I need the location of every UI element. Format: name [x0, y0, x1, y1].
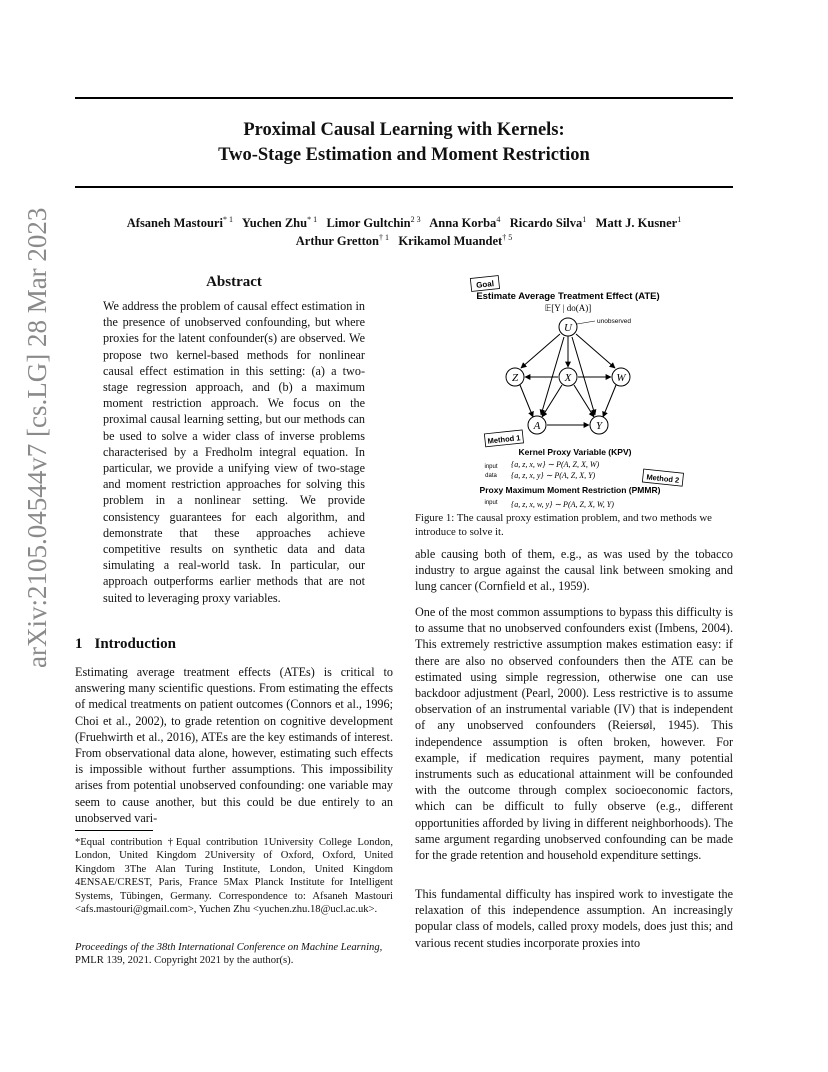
right-paragraph-1: able causing both of them, e.g., as was used by the tobacco industry to argue against the causal link between smoking and lung cancer (Cornfield et al., 1959). — [415, 547, 733, 594]
footnote-affiliations: *Equal contribution †Equal contribution 1University College London, London, United Kingdom 2University of Oxford, Oxford, United Kingdom 3The Alan Turing Institute, London, United Kingdom 4ENSAE/CREST, Paris, France 5Max Planck Institute for Intelligent Systems, Tübingen, Germany. Correspondence to: Afsaneh Mastouri <afs.mastouri@gmail.com>, Yuchen Zhu <yuchen.zhu.18@ucl.ac.uk>. — [75, 837, 393, 916]
section-title: Introduction — [94, 636, 176, 652]
author: Limor Gultchin — [326, 216, 411, 231]
node-x-label: X — [564, 372, 572, 384]
goal-formula: 𝔼[Y | do(A)] — [544, 303, 592, 313]
figure-1 — [415, 272, 733, 509]
node-y-label: Y — [595, 420, 603, 432]
pmmr-line: {a, z, x, w, y} ∼ P(A, Z, X, W, Y) — [511, 500, 614, 509]
authors-line1 — [75, 215, 733, 231]
unobserved-pointer — [577, 321, 595, 324]
author-affiliation: * 1 — [307, 215, 318, 224]
goal-tag-label: Goal — [475, 279, 495, 290]
author: Yuchen Zhu — [241, 216, 308, 231]
node-z-label: Z — [511, 372, 519, 384]
author: Ricardo Silva — [509, 216, 583, 231]
method2-tag-label: Method 2 — [645, 472, 680, 485]
paper-title-line1: Proximal Causal Learning with Kernels: — [243, 120, 565, 140]
author-affiliation: † 1 — [379, 233, 389, 242]
author: Anna Korba — [429, 216, 497, 231]
intro-paragraph-1: Estimating average treatment effects (ATEs) is critical to answering many scientific questions. From estimating the effects of medical treatments on patient outcomes (Connors et al., 1996; Choi et al., 2002), to grade retention on cognitive development (Fruehwirth et al., 2016), ATEs are the key estimands of interest. From observational data alone, however, estimating such effects is impossible without further assumptions. This impossibility arises from potential unobserved confounding: one variable may seem to cause another, but this could be due entirely to an unobserved vari- — [75, 665, 393, 825]
author-affiliation: 1 — [582, 215, 587, 224]
proceedings-copyright: PMLR 139, 2021. Copyright 2021 by the author(s). — [75, 955, 294, 967]
arxiv-identifier: arXiv:2105.04544v7 [cs.LG] 28 Mar 2023 — [22, 207, 52, 668]
kpv-data-label: data — [485, 473, 497, 479]
author: Krikamol Muandet — [398, 234, 503, 249]
paper-title-line2: Two-Stage Estimation and Moment Restriction — [218, 145, 590, 165]
unobserved-label: unobserved — [597, 318, 631, 325]
author-affiliation: 1 — [677, 215, 682, 224]
proceedings-venue: Proceedings of the 38th International Conference on Machine Learning, — [75, 942, 383, 953]
proceedings-note — [75, 941, 393, 968]
authors-line2 — [75, 233, 733, 249]
node-u-label: U — [564, 322, 572, 334]
kpv-line1: {a, z, x, w} ∼ P(A, Z, X, W) — [511, 460, 600, 469]
node-a-label: A — [533, 420, 541, 432]
method1-tag — [484, 430, 523, 447]
section-heading-introduction — [75, 636, 176, 653]
goal-title: Estimate Average Treatment Effect (ATE) — [476, 291, 660, 302]
right-paragraph-2: One of the most common assumptions to bypass this difficulty is to assume that no unobserved confounders exist (Imbens, 2004). This extremely restrictive assumption makes estimation easy: if there are also no observed confounders then the ATE can be estimated using simple regression, otherwise one can use backdoor adjustment (Pearl, 2000). Less restrictive is to assume observation of an instrumental variable (IV) that is independent of any unobserved confounders (Reiersøl, 1945). This independence assumption is often broken, however. For example, if medication requires payment, many potential instruments such as educational attainment will be confounded with the outcome through complex socioeconomic factors, which can be difficult to fully observe (e.g., different opportunities afforded by living in different neighborhoods). The same argument regarding unobserved confounding can be made for the grade retention and household expenditure settings. — [415, 605, 733, 863]
author-affiliation: 2 3 — [410, 215, 421, 224]
right-paragraph-3: This fundamental difficulty has inspired work to investigate the relaxation of this independence assumption. An increasingly popular class of models, called proxy models, does just this; and various recent studies incorporate proxies into — [415, 887, 733, 950]
causal-diagram — [415, 272, 733, 509]
author: Arthur Gretton — [295, 234, 379, 249]
section-number: 1 — [75, 636, 83, 652]
goal-tag — [470, 276, 499, 292]
kpv-title: Kernel Proxy Variable (KPV) — [518, 447, 632, 457]
kpv-input-label: input — [484, 464, 498, 470]
top-rule — [75, 97, 733, 99]
method2-tag — [642, 469, 683, 486]
node-w-label: W — [616, 372, 626, 384]
kpv-line2: {a, z, x, y} ∼ P(A, Z, X, Y) — [511, 471, 596, 480]
footnote-rule — [75, 830, 153, 831]
pmmr-title: Proxy Maximum Moment Restriction (PMMR) — [479, 485, 661, 495]
abstract-heading: Abstract — [206, 274, 262, 290]
author: Afsaneh Mastouri — [126, 216, 223, 231]
figure-caption: Figure 1: The causal proxy estimation problem, and two methods we introduce to solve it. — [415, 512, 712, 538]
author: Matt J. Kusner — [595, 216, 678, 231]
abstract-text: We address the problem of causal effect estimation in the presence of unobserved confounding, but where proxies for the latent confounder(s) are observed. We propose two kernel-based methods for nonlinear causal effect estimation in this setting: (a) a two-stage regression approach, and (b) a maximum moment restriction approach. We focus on the proximal causal learning setting, but our methods can be used to solve a wider class of inverse problems characterised by a Fredholm integral equation. In particular, we provide a unifying view of two-stage and moment restriction approaches for solving this problem in a nonlinear setting. We provide consistency guarantees for each algorithm, and demonstrate that these approaches achieve competitive results on synthetic data and data simulating a real-world task. In particular, our approach outperforms earlier methods that are not suited to leveraging proxy variables. — [103, 299, 365, 605]
title-bottom-rule — [75, 186, 733, 188]
method1-tag-label: Method 1 — [487, 433, 521, 446]
author-affiliation: * 1 — [222, 215, 233, 224]
pmmr-input-label: input — [484, 500, 498, 506]
author-affiliation: 4 — [496, 215, 501, 224]
author-affiliation: † 5 — [502, 233, 513, 242]
